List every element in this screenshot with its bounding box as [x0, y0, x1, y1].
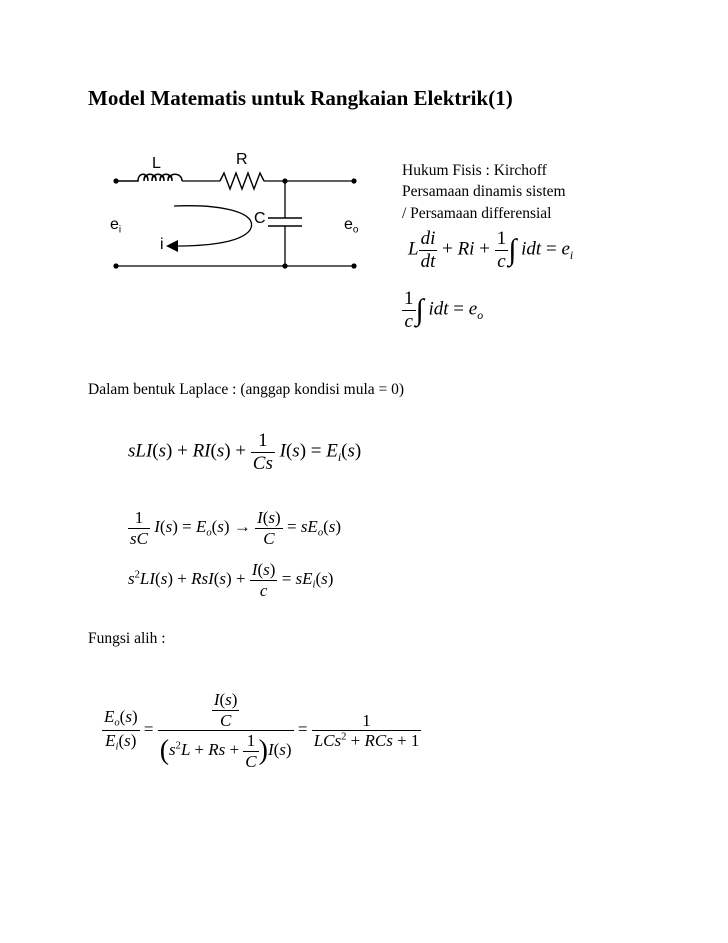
differential-equation-1: L $\frac{di}{dt}$ + Ri + $\frac{1}{c}$ ∫ idt = $e_i$ — [408, 228, 574, 272]
junction-bottom — [282, 263, 287, 268]
laplace-equation-1: sLI(s) + RI(s) + $\frac{1}{Cs}$ $I(s) = E_i(s)$ — [128, 430, 362, 474]
note-dynamic: Persamaan dinamis sistem — [402, 183, 566, 200]
rlc-circuit-diagram — [100, 150, 380, 280]
laplace-equation-3: $s^2LI(s) + RsI(s)$ + $\frac{I(s)}{c}$ = $sE_i(s)$ — [128, 560, 334, 600]
differential-equation-2: $\frac{1}{c}$ ∫ idt = $e_o$ — [404, 288, 484, 332]
laplace-heading: Dalam bentuk Laplace : (anggap kondisi mula = 0) — [88, 381, 405, 398]
label-resistor: R — [236, 151, 248, 168]
label-capacitor: C — [254, 210, 266, 227]
laplace-equation-2: $\frac{1}{sC}$ $I(s) = E_o(s)$ → $\frac{I(s)}{C}$ = $sE_o(s)$ — [130, 508, 342, 548]
resistor-symbol — [220, 173, 264, 189]
label-input-voltage: $e_i$ — [110, 216, 122, 236]
inductor-symbol — [116, 174, 182, 181]
transfer-function-equation: $\frac{E_o(s)}{E_i(s)}$ = $\frac{I(s)}{C}$ ($s^2L + Rs$ + $\frac{1}{C}$ )I(s) = $\frac{1}{LCs^2 + RCs + 1}$ — [104, 690, 420, 771]
page-title: Model Matematis untuk Rangkaian Elektrik(1) — [88, 86, 513, 110]
note-law: Hukum Fisis : Kirchoff — [402, 162, 547, 179]
transfer-function-heading: Fungsi alih : — [88, 630, 166, 647]
terminal-bottom-right — [351, 263, 356, 268]
terminal-top-right — [351, 178, 356, 183]
terminal-bottom-left — [113, 263, 118, 268]
label-inductor: L — [152, 155, 161, 172]
label-output-voltage: $e_o$ — [344, 216, 359, 236]
label-current: i — [160, 236, 164, 253]
current-arrowhead — [166, 240, 178, 252]
note-differential: / Persamaan differensial — [402, 205, 552, 222]
current-loop-arrow — [174, 206, 252, 246]
